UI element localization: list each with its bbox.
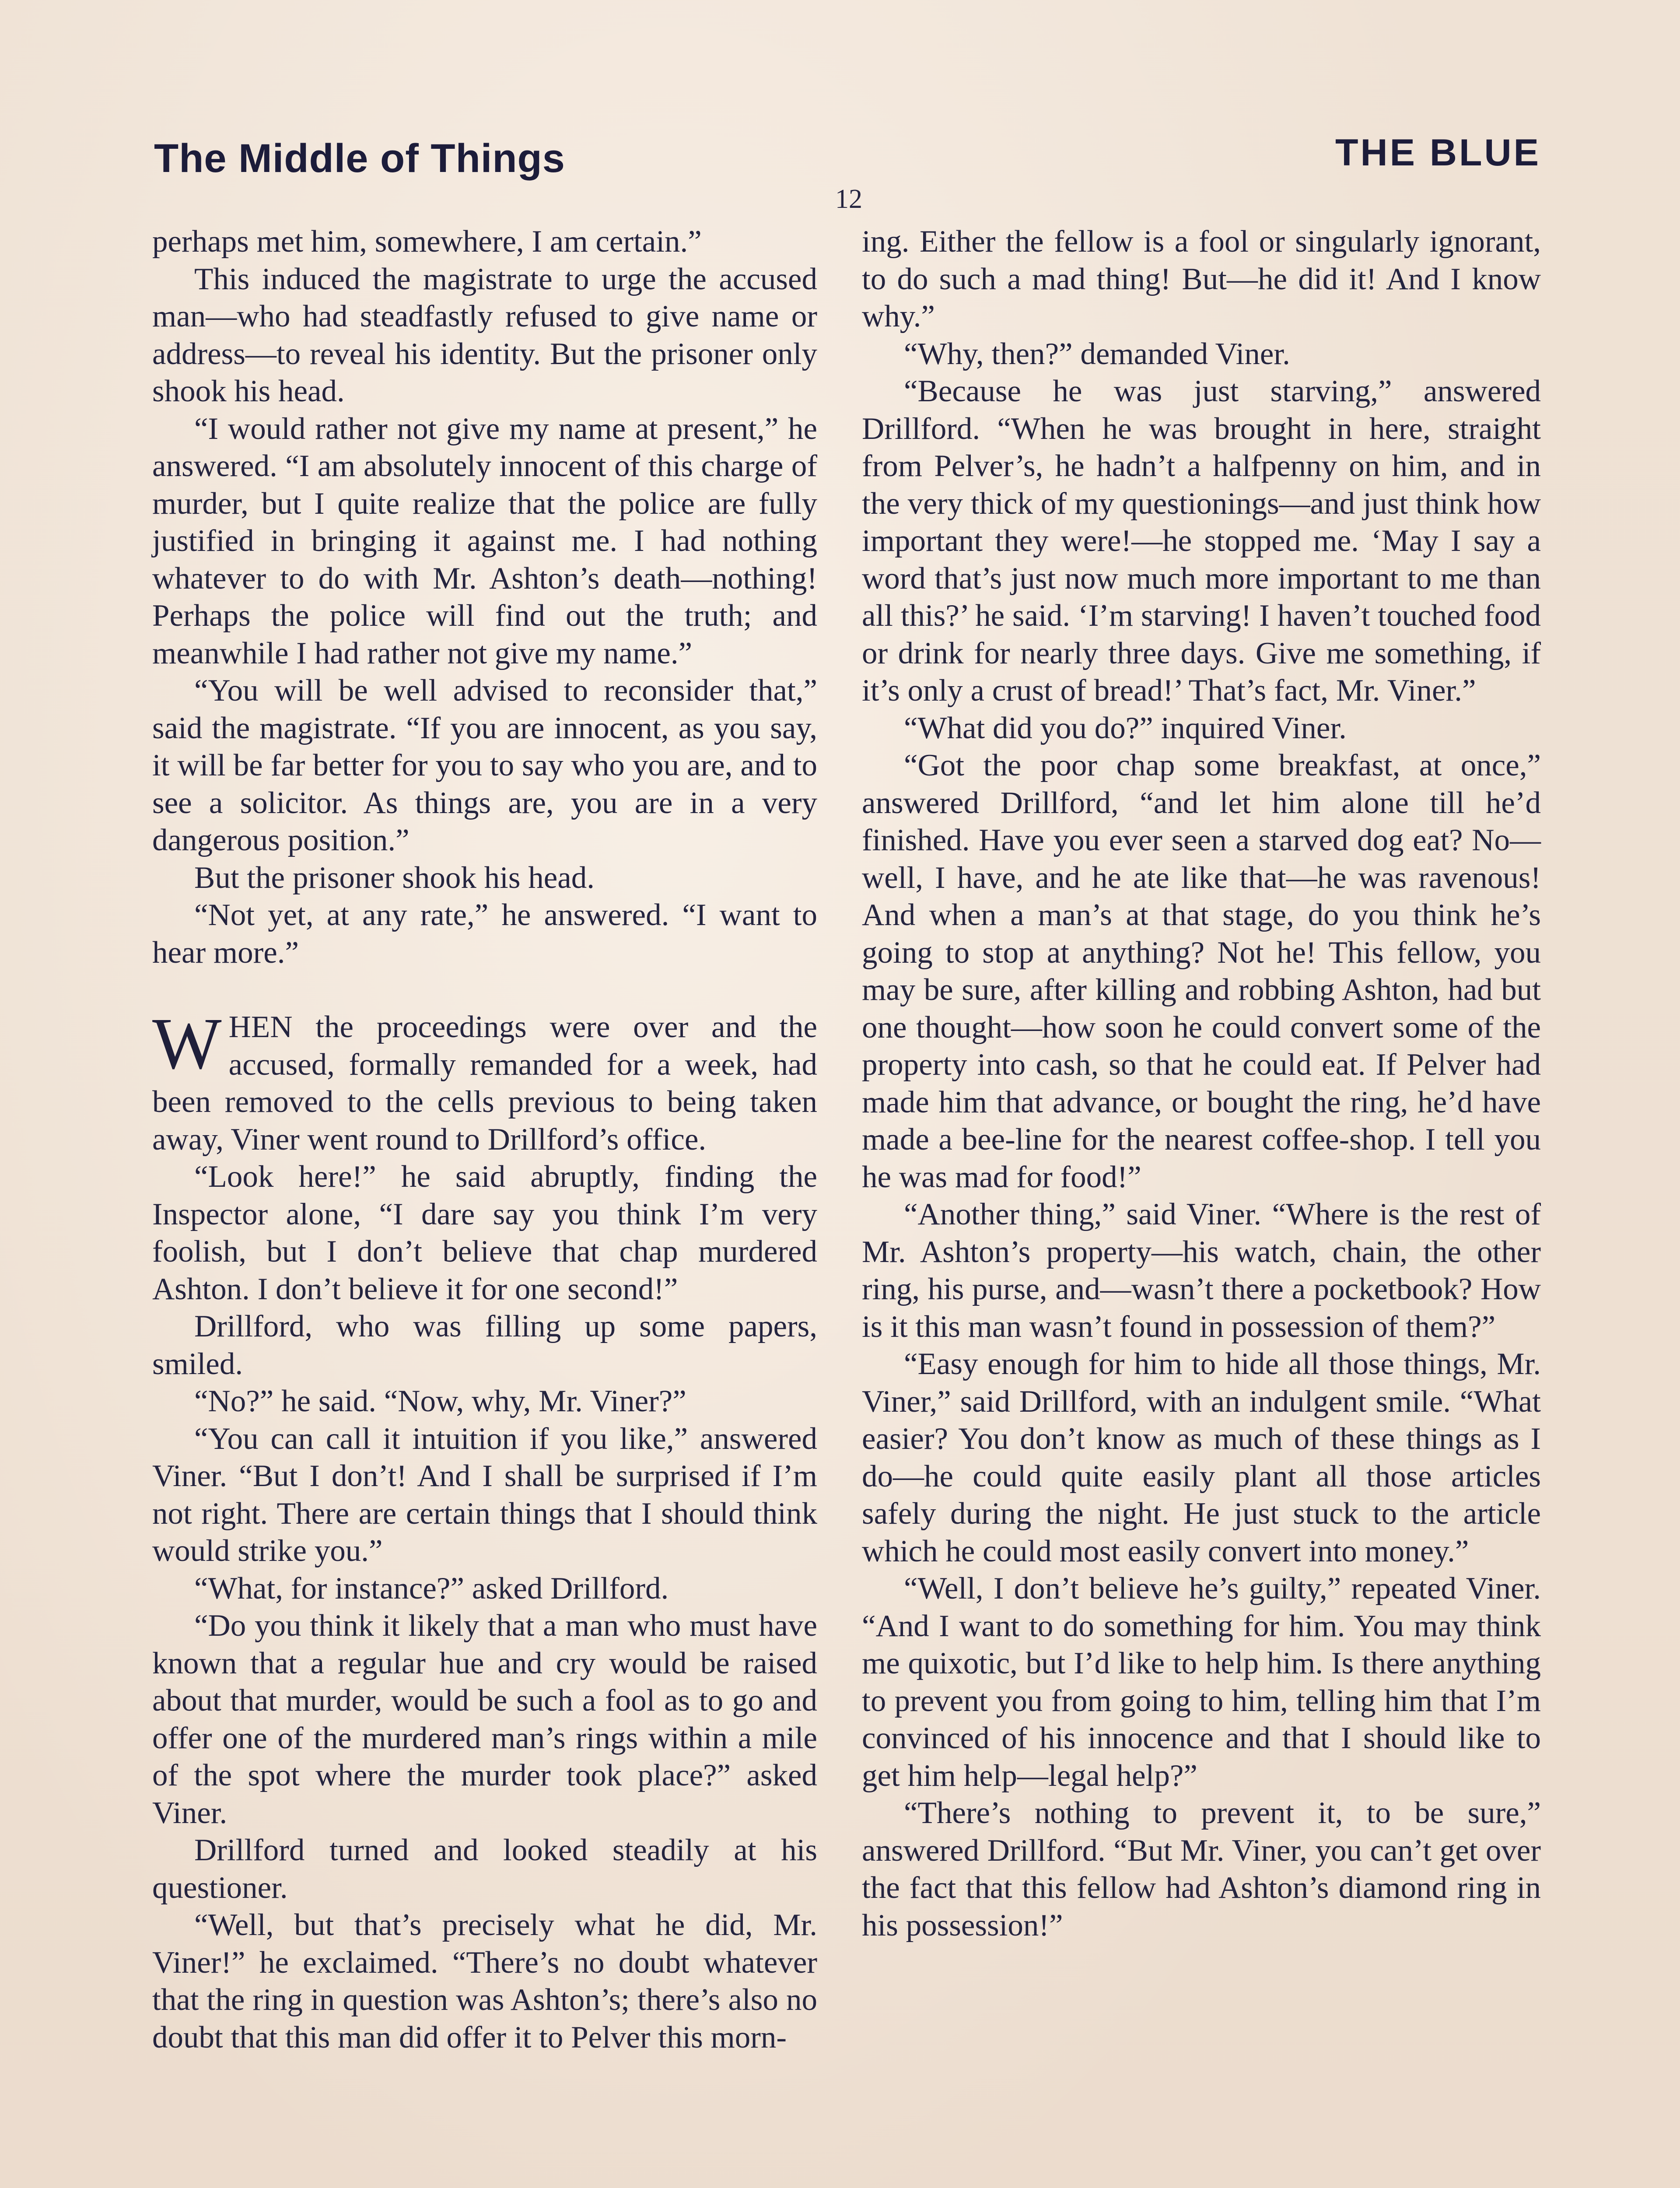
paragraph: “Not yet, at any rate,” he answered. “I want to hear more.” xyxy=(152,898,817,970)
paragraph: “Got the poor chap some breakfast, at once,” answered Drillford, “and let him alone till he’d finished. Have you ever seen a starved dog eat? No—well, I have, and he ate like that—he was ravenous! And when a man’s at that stage, do you think he’s going to stop at anything? Not he! This fellow, you may be sure, after killing and robbing Ashton, had but one thought—how soon he could convert some of the property into cash, so that he could eat. If Pelver had made him that advance, or bought the ring, he’d have made a bee-line for the nearest coffee-shop. I tell you he was mad for food!” xyxy=(862,748,1541,1194)
drop-cap: W xyxy=(152,1003,222,1084)
paragraph: “Do you think it likely that a man who must have known that a regular hue and cry would be raised about that murder, would be such a fool as to go and offer one of the murdered man’s rings within a mile of the spot where the murder took place?” asked Viner. xyxy=(152,1609,817,1830)
paragraph: “Another thing,” said Viner. “Where is the rest of Mr. Ashton’s property—his watch, chain, the other ring, his purse, and—wasn’t there a pocketbook? How is it this man wasn’t found in possession of them?” xyxy=(862,1197,1541,1344)
paragraph: Drillford turned and looked steadily at his questioner. xyxy=(152,1833,817,1905)
paragraph: Drillford, who was filling up some papers, smiled. xyxy=(152,1309,817,1381)
magazine-title: THE BLUE xyxy=(1335,132,1541,174)
paragraph: “I would rather not give my name at present,” he answered. “I am absolutely innocent of this charge of murder, but I quite realize that the police are fully justified in bringing it against me. I had nothing whatever to do with Mr. Ashton’s death—nothing! Perhaps the police will find out the truth; and meanwhile I had rather not give my name.” xyxy=(152,411,817,670)
paragraph: “Easy enough for him to hide all those things, Mr. Viner,” said Drillford, with an indulgent smile. “What easier? You don’t know as much of these things as I do—he could quite easily plant all those articles safely during the night. He just stuck to the article which he could most easily convert into money.” xyxy=(862,1347,1541,1568)
left-column xyxy=(152,223,817,2056)
section-opening-paragraph xyxy=(152,1003,817,1158)
paragraph: “You can call it intuition if you like,” answered Viner. “But I don’t! And I shall be surprised if I’m not right. There are certain things that I should think would strike you.” xyxy=(152,1421,817,1568)
paragraph: “What did you do?” inquired Viner. xyxy=(904,711,1347,745)
paragraph: “Well, but that’s precisely what he did, Mr. Viner!” he exclaimed. “There’s no doubt whatever that the ring in question was Ashton’s; there’s also no doubt that this man did offer it to Pelver this morn- xyxy=(152,1908,817,2055)
right-column xyxy=(862,223,1541,1944)
page-number: 12 xyxy=(835,184,862,214)
paragraph: “Why, then?” demanded Viner. xyxy=(904,337,1290,371)
paragraph: “There’s nothing to prevent it, to be sure,” answered Drillford. “But Mr. Viner, you can’t get over the fact that this fellow had Ashton’s diamond ring in his possession!” xyxy=(862,1796,1541,1943)
paragraph: perhaps met him, somewhere, I am certain.” xyxy=(152,224,702,259)
section-opening-text: HEN the proceedings were over and the accused, formally remanded for a week, had been removed to the cells previous to being taken away, Viner went round to Drillford’s office. xyxy=(152,1010,817,1157)
paragraph: “You will be well advised to reconsider that,” said the magistrate. “If you are innocent, as you say, it will be far better for you to say who you are, and to see a solicitor. As things are, you are in a very dangerous position.” xyxy=(152,673,817,857)
paragraph: “What, for instance?” asked Drillford. xyxy=(194,1571,669,1606)
story-title: The Middle of Things xyxy=(154,136,565,181)
running-header xyxy=(154,131,1541,188)
paragraph: “No?” he said. “Now, why, Mr. Viner?” xyxy=(194,1384,686,1418)
paragraph: “Well, I don’t believe he’s guilty,” repeated Viner. “And I want to do something for him. You may think me quixotic, but I’d like to help him. Is there anything to prevent you from going to him, telling him that I’m convinced of his innocence and that I should like to get him help—legal help?” xyxy=(862,1571,1541,1793)
paragraph: “Because he was just starving,” answered Drillford. “When he was brought in here, straight from Pelver’s, he hadn’t a halfpenny on him, and in the very thick of my questionings—and just think how important they were!—he stopped me. ‘May I say a word that’s just now much more important to me than all this?’ he said. ‘I’m starving! I haven’t touched food or drink for nearly three days. Give me something, if it’s only a crust of bread!’ That’s fact, Mr. Viner.” xyxy=(862,374,1541,708)
paragraph: “Look here!” he said abruptly, finding the Inspector alone, “I dare say you think I’m very foolish, but I don’t believe that chap murdered Ashton. I don’t believe it for one second!” xyxy=(152,1160,817,1306)
paragraph-continuation: ing. Either the fellow is a fool or singularly ignorant, to do such a mad thing! But—he did it! And I know why.” xyxy=(862,224,1541,333)
section-break xyxy=(152,971,817,1009)
paragraph: But the prisoner shook his head. xyxy=(194,860,595,895)
paragraph: This induced the magistrate to urge the accused man—who had steadfastly refused to give name or address—to reveal his identity. But the prisoner only shook his head. xyxy=(152,262,817,408)
